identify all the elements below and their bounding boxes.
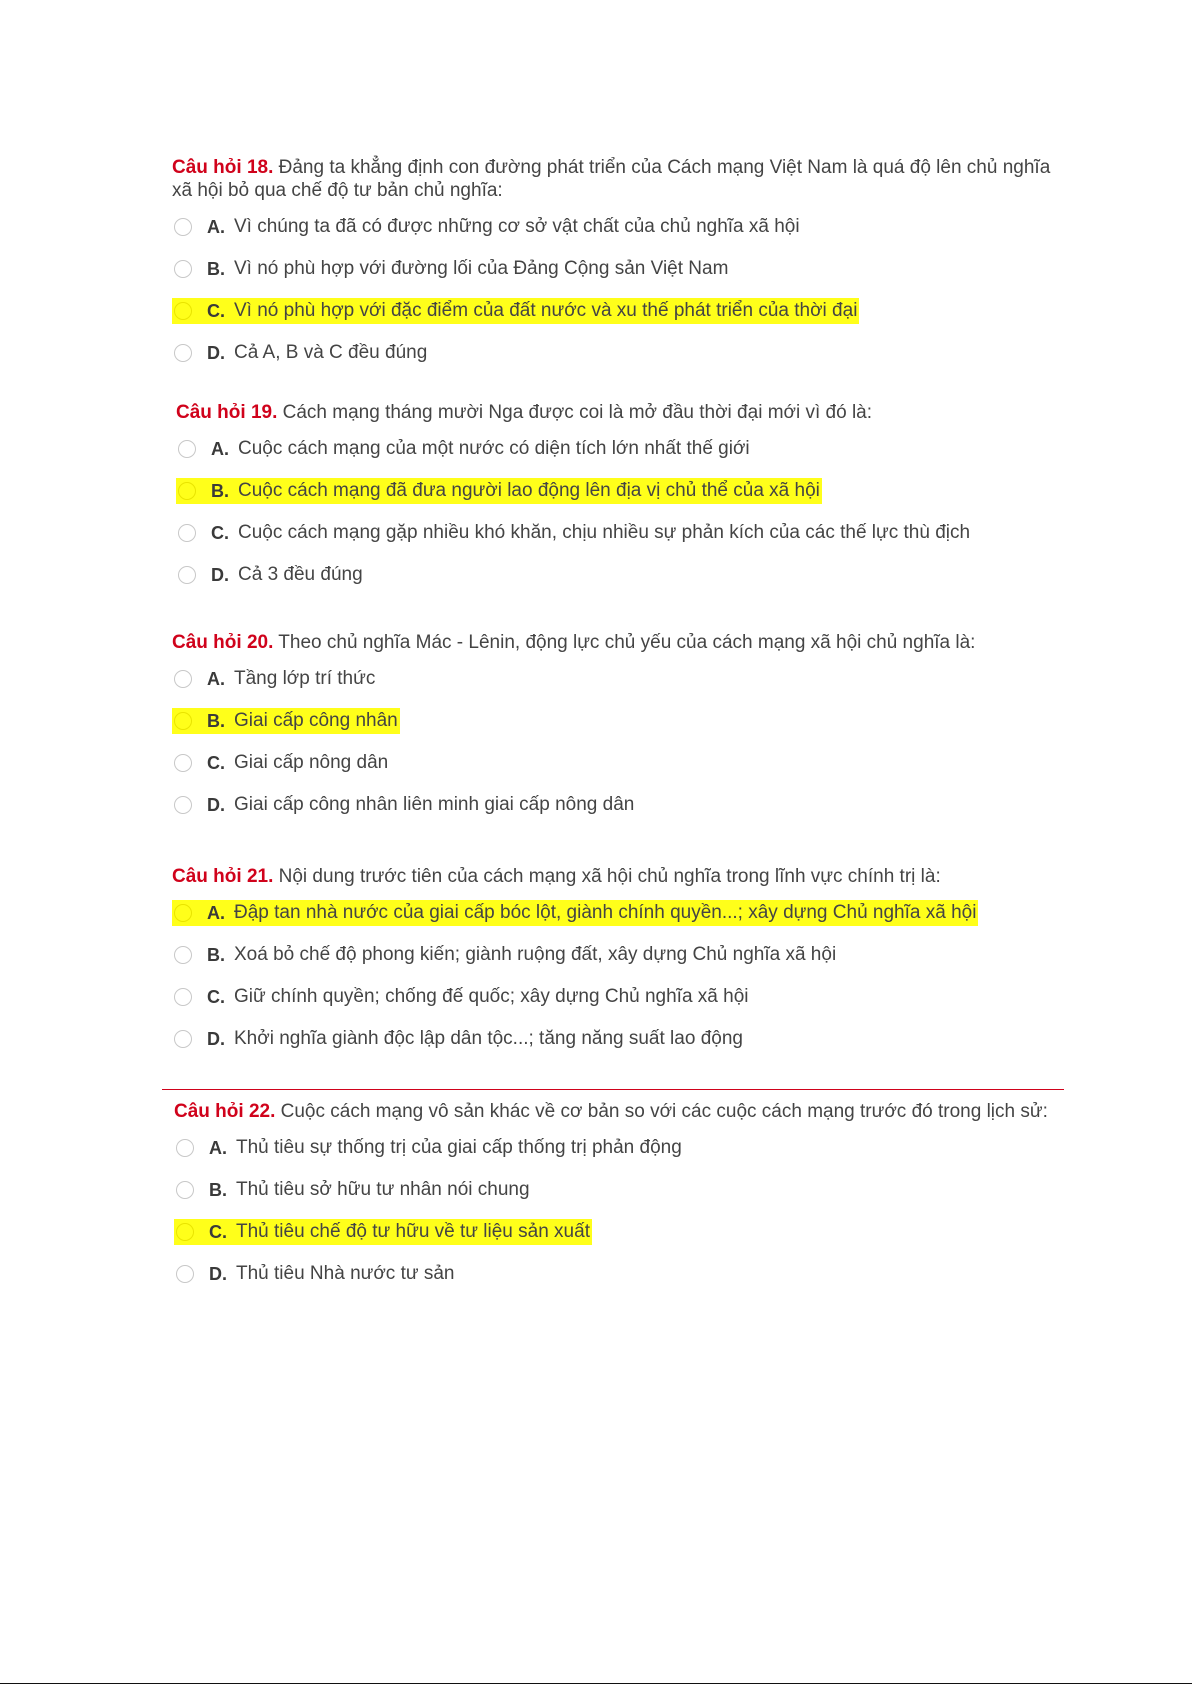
radio-button[interactable]	[174, 344, 192, 362]
option-text: Thủ tiêu sở hữu tư nhân nói chung	[236, 1179, 530, 1200]
radio-button[interactable]	[174, 302, 192, 320]
option-text: Giữ chính quyền; chống đế quốc; xây dựng Chủ nghĩa xã hội	[234, 986, 749, 1007]
option-row[interactable]	[172, 984, 751, 1010]
option-text: Thủ tiêu chế độ tư hữu về tư liệu sản xuất	[236, 1221, 590, 1242]
option-a[interactable]	[172, 214, 1052, 256]
option-c[interactable]	[174, 1219, 1054, 1261]
option-letter: B.	[211, 480, 229, 501]
option-letter: B.	[207, 710, 225, 731]
option-row-highlighted[interactable]	[174, 1219, 592, 1245]
radio-button[interactable]	[174, 218, 192, 236]
radio-button[interactable]	[176, 1223, 194, 1241]
option-text: Cả 3 đều đúng	[238, 564, 363, 585]
option-text: Thủ tiêu sự thống trị của giai cấp thống trị phản động	[236, 1137, 682, 1158]
question-19	[176, 401, 1056, 604]
option-d[interactable]	[176, 562, 1056, 604]
option-letter: C.	[207, 752, 225, 773]
question-text: Cuộc cách mạng vô sản khác về cơ bản so với các cuộc cách mạng trước đó trong lịch sử:	[280, 1101, 1048, 1122]
option-letter: A.	[207, 216, 225, 237]
option-text: Giai cấp công nhân	[234, 710, 398, 731]
radio-button[interactable]	[174, 946, 192, 964]
option-row[interactable]	[172, 340, 429, 366]
option-row[interactable]	[172, 942, 838, 968]
option-row-highlighted[interactable]	[172, 298, 859, 324]
option-row[interactable]	[172, 214, 802, 240]
question-title	[172, 156, 1052, 202]
option-row[interactable]	[172, 666, 377, 692]
option-letter: C.	[207, 986, 225, 1007]
option-text: Thủ tiêu Nhà nước tư sản	[236, 1263, 455, 1284]
option-row[interactable]	[172, 792, 636, 818]
option-text: Giai cấp công nhân liên minh giai cấp nông dân	[234, 794, 635, 815]
option-text: Giai cấp nông dân	[234, 752, 389, 773]
option-text: Cả A, B và C đều đúng	[234, 342, 428, 363]
option-a[interactable]	[174, 1135, 1054, 1177]
section-divider	[162, 1089, 1064, 1090]
option-text: Tầng lớp trí thức	[234, 668, 376, 689]
radio-button[interactable]	[178, 566, 196, 584]
question-label: Câu hỏi 18.	[172, 157, 274, 178]
radio-button[interactable]	[178, 482, 196, 500]
option-b[interactable]	[174, 1177, 1054, 1219]
option-a[interactable]	[172, 666, 1072, 708]
option-row[interactable]	[172, 1026, 745, 1052]
question-text: Theo chủ nghĩa Mác - Lênin, động lực chủ yếu của cách mạng xã hội chủ nghĩa là:	[278, 632, 976, 653]
radio-button[interactable]	[174, 670, 192, 688]
option-b[interactable]	[172, 256, 1052, 298]
option-text: Vì nó phù hợp với đường lối của Đảng Cộng sản Việt Nam	[234, 258, 729, 279]
question-text: Đảng ta khẳng định con đường phát triển của Cách mạng Việt Nam là quá độ lên chủ nghĩa xã hội bỏ qua chế độ tư bản chủ nghĩa:	[172, 157, 1051, 201]
question-title	[172, 865, 1072, 888]
option-row[interactable]	[176, 436, 752, 462]
option-letter: D.	[207, 794, 225, 815]
option-b[interactable]	[172, 942, 1072, 984]
option-letter: D.	[207, 342, 225, 363]
radio-button[interactable]	[176, 1181, 194, 1199]
question-20	[172, 631, 1072, 834]
question-label: Câu hỏi 20.	[172, 632, 274, 653]
page-bottom-border	[0, 1683, 1192, 1684]
option-letter: C.	[209, 1221, 227, 1242]
option-text: Vì nó phù hợp với đặc điểm của đất nước và xu thế phát triển của thời đại	[234, 300, 858, 321]
option-row[interactable]	[174, 1135, 684, 1161]
option-row-highlighted[interactable]	[172, 708, 400, 734]
option-letter: C.	[211, 522, 229, 543]
option-letter: B.	[209, 1179, 227, 1200]
option-text: Cuộc cách mạng gặp nhiều khó khăn, chịu nhiều sự phản kích của các thế lực thù địch	[238, 522, 971, 543]
option-text: Cuộc cách mạng của một nước có diện tích lớn nhất thế giới	[238, 438, 750, 459]
option-a[interactable]	[172, 900, 1072, 942]
option-letter: A.	[211, 438, 229, 459]
option-text: Đập tan nhà nước của giai cấp bóc lột, giành chính quyền...; xây dựng Chủ nghĩa xã hội	[234, 902, 977, 923]
radio-button[interactable]	[174, 904, 192, 922]
option-row[interactable]	[172, 750, 390, 776]
question-22	[174, 1100, 1054, 1303]
radio-button[interactable]	[176, 1139, 194, 1157]
radio-button[interactable]	[174, 712, 192, 730]
radio-button[interactable]	[174, 988, 192, 1006]
question-18	[172, 156, 1052, 382]
option-row-highlighted[interactable]	[176, 478, 822, 504]
radio-button[interactable]	[174, 1030, 192, 1048]
option-letter: C.	[207, 300, 225, 321]
option-c[interactable]	[176, 520, 1056, 562]
option-c[interactable]	[172, 984, 1072, 1026]
option-letter: A.	[209, 1137, 227, 1158]
option-b[interactable]	[176, 478, 1056, 520]
option-letter: D.	[209, 1263, 227, 1284]
option-row[interactable]	[174, 1177, 532, 1203]
option-letter: A.	[207, 668, 225, 689]
option-c[interactable]	[172, 298, 1052, 340]
option-letter: B.	[207, 258, 225, 279]
option-text: Vì chúng ta đã có được những cơ sở vật chất của chủ nghĩa xã hội	[234, 216, 800, 237]
option-row[interactable]	[174, 1261, 457, 1287]
radio-button[interactable]	[178, 524, 196, 542]
radio-button[interactable]	[176, 1265, 194, 1283]
option-letter: A.	[207, 902, 225, 923]
option-text: Cuộc cách mạng đã đưa người lao động lên địa vị chủ thể của xã hội	[238, 480, 820, 501]
option-text: Khởi nghĩa giành độc lập dân tộc...; tăng năng suất lao động	[234, 1028, 743, 1049]
question-text: Cách mạng tháng mười Nga được coi là mở đầu thời đại mới vì đó là:	[282, 402, 873, 423]
question-title	[176, 401, 1056, 424]
option-letter: D.	[207, 1028, 225, 1049]
option-d[interactable]	[172, 1026, 1072, 1068]
option-b[interactable]	[172, 708, 1072, 750]
option-row[interactable]	[176, 520, 972, 546]
option-row[interactable]	[176, 562, 365, 588]
option-letter: B.	[207, 944, 225, 965]
option-row-highlighted[interactable]	[172, 900, 978, 926]
radio-button[interactable]	[178, 440, 196, 458]
option-d[interactable]	[172, 792, 1072, 834]
question-title	[174, 1100, 1054, 1123]
option-c[interactable]	[172, 750, 1072, 792]
option-a[interactable]	[176, 436, 1056, 478]
option-letter: D.	[211, 564, 229, 585]
radio-button[interactable]	[174, 260, 192, 278]
option-text: Xoá bỏ chế độ phong kiến; giành ruộng đất, xây dựng Chủ nghĩa xã hội	[234, 944, 837, 965]
question-label: Câu hỏi 19.	[176, 402, 278, 423]
question-text: Nội dung trước tiên của cách mạng xã hội chủ nghĩa trong lĩnh vực chính trị là:	[278, 866, 941, 887]
option-row[interactable]	[172, 256, 730, 282]
question-label: Câu hỏi 21.	[172, 866, 274, 887]
question-21	[172, 865, 1072, 1068]
question-label: Câu hỏi 22.	[174, 1101, 276, 1122]
radio-button[interactable]	[174, 754, 192, 772]
radio-button[interactable]	[174, 796, 192, 814]
question-title	[172, 631, 1072, 654]
option-d[interactable]	[174, 1261, 1054, 1303]
option-d[interactable]	[172, 340, 1052, 382]
